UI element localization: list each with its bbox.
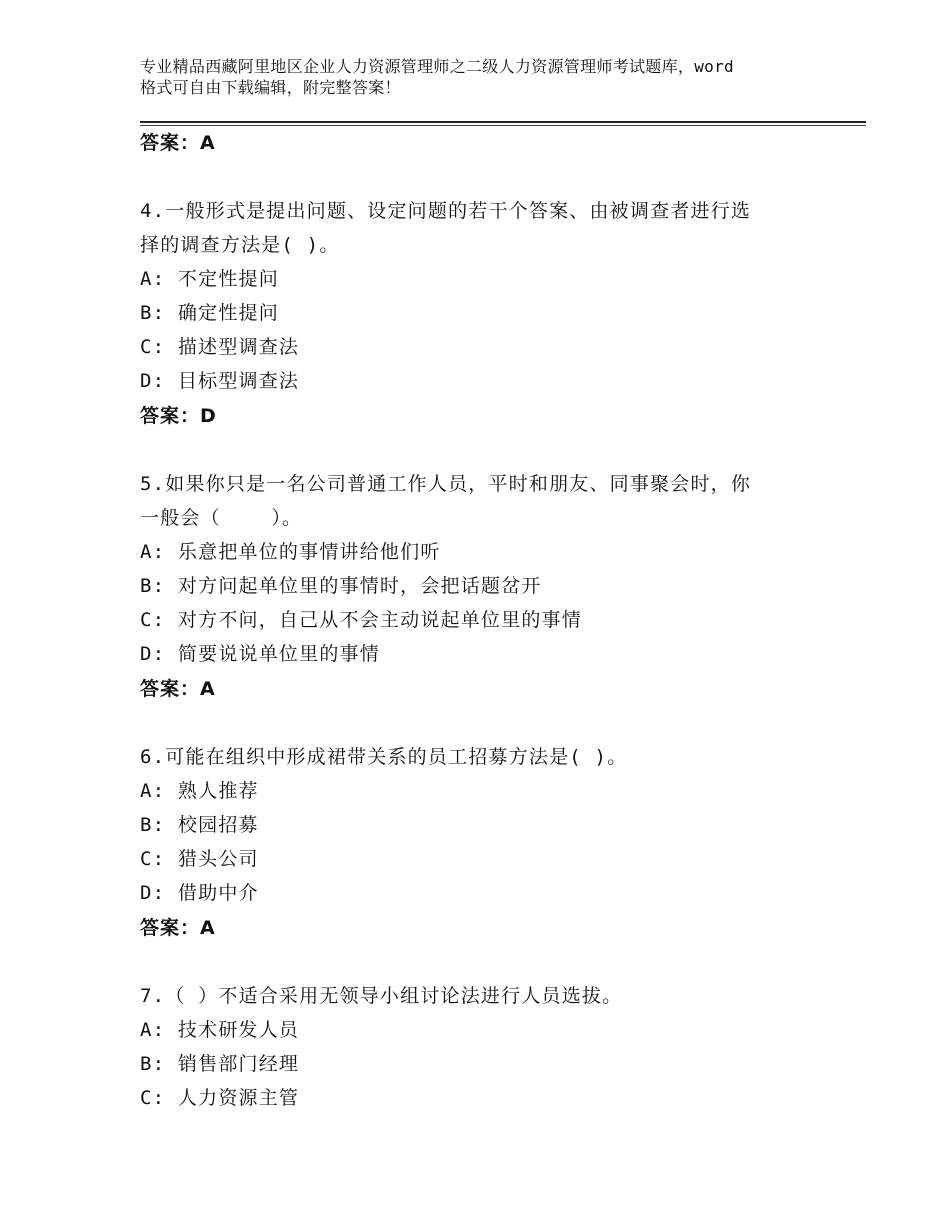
question-4-stem-line-2: 择的调查方法是( )。	[140, 234, 340, 256]
question-4-option-b: B: 确定性提问	[140, 302, 279, 324]
question-6-option-a: A: 熟人推荐	[140, 780, 259, 802]
question-7-option-b: B: 销售部门经理	[140, 1053, 300, 1075]
question-6-answer: 答案：A	[140, 917, 216, 939]
question-7-option-c: C: 人力资源主管	[140, 1087, 300, 1109]
question-5-stem-line-1: 5.如果你只是一名公司普通工作人员，平时和朋友、同事聚会时，你	[140, 473, 752, 495]
question-5-option-d: D: 简要说说单位里的事情	[140, 643, 380, 665]
question-6-option-b: B: 校园招募	[140, 814, 259, 836]
question-5-option-a: A: 乐意把单位的事情讲给他们听	[140, 541, 441, 563]
question-4-answer: 答案：D	[140, 405, 217, 427]
document-header	[140, 56, 840, 98]
question-4-option-a: A: 不定性提问	[140, 268, 279, 290]
header-rule-thin	[140, 125, 866, 126]
question-5-option-b: B: 对方问起单位里的事情时，会把话题岔开	[140, 575, 542, 597]
question-6-option-d: D: 借助中介	[140, 882, 259, 904]
question-4-stem-line-1: 4.一般形式是提出问题、设定问题的若干个答案、由被调查者进行选	[140, 200, 752, 222]
question-5-answer: 答案：A	[140, 678, 216, 700]
question-6-stem-line-1: 6.可能在组织中形成裙带关系的员工招募方法是( )。	[140, 746, 628, 768]
header-rule-thick	[140, 121, 866, 123]
question-7-option-a: A: 技术研发人员	[140, 1019, 300, 1041]
question-5-option-c: C: 对方不问，自己从不会主动说起单位里的事情	[140, 609, 582, 631]
question-4-option-d: D: 目标型调查法	[140, 370, 300, 392]
question-6-option-c: C: 猎头公司	[140, 848, 259, 870]
header-line-1: 专业精品西藏阿里地区企业人力资源管理师之二级人力资源管理师考试题库，word	[140, 57, 734, 76]
question-7-stem-line-1: 7.（ ）不适合采用无领导小组讨论法进行人员选拔。	[140, 985, 623, 1007]
question-3-answer: 答案：A	[140, 132, 216, 154]
question-5-stem-line-2: 一般会（ ）。	[140, 507, 303, 529]
question-4-option-c: C: 描述型调查法	[140, 336, 300, 358]
header-line-2: 格式可自由下载编辑，附完整答案！	[140, 78, 401, 97]
